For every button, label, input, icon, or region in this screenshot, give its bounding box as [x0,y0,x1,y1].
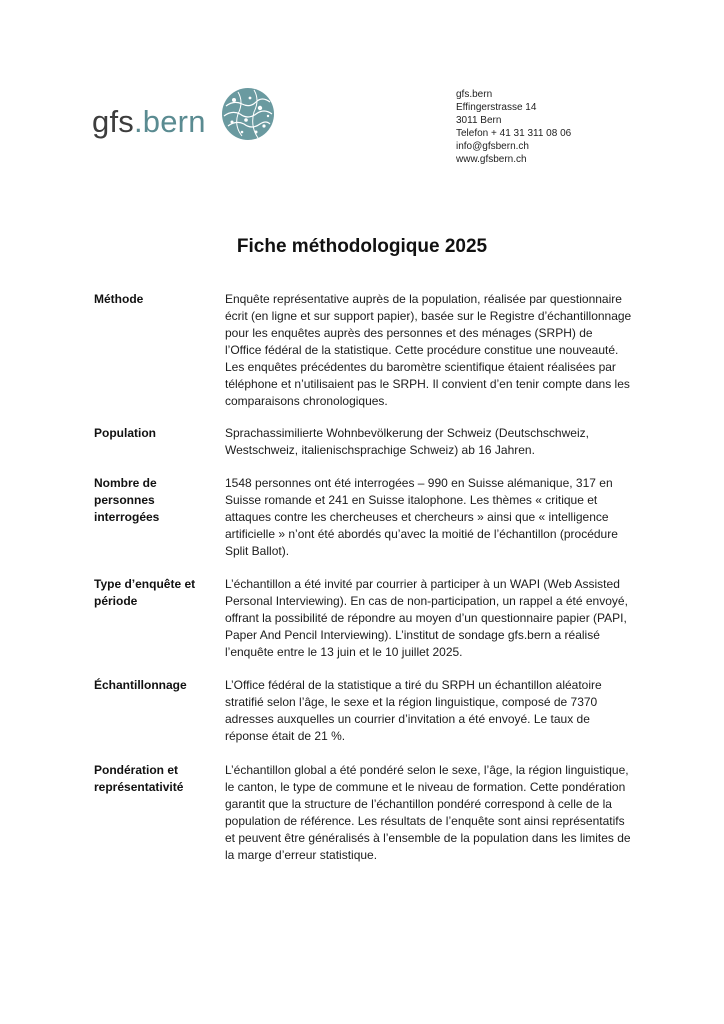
logo-dot: . [133,104,143,139]
section-text: 1548 personnes ont été interrogées – 990 en Suisse alémanique, 317 en Suisse romande et 241 en Suisse italophone. Les thèmes « critique et attaques contre les chercheuses et chercheurs » ainsi que « intelligence artificielle » n’ont été abordés qu’avec la moitié de l’échantillon (procédure Split Ballot). [225,476,618,558]
globe-logo-icon [220,86,276,142]
logo-word-bern: bern [142,104,206,139]
logo-wordmark [92,104,206,140]
gfs-bern-logo [92,86,292,146]
address-email[interactable]: info@gfsbern.ch [456,141,529,152]
address-website[interactable]: www.gfsbern.ch [456,154,527,165]
section-label: Méthode [94,292,144,306]
section-label: Échantillonnage [94,678,187,692]
address-company: gfs.bern [456,89,493,100]
address-block [456,88,571,166]
section-label: Type d’enquête et période [94,577,196,608]
section-text: Sprachassimilierte Wohnbevölkerung der Schweiz (Deutschschweiz, Westschweiz, italienischsprachige Schweiz) ab 16 Jahren. [225,426,589,457]
section-text: L’échantillon global a été pondéré selon le sexe, l’âge, la région linguistique, le canton, le type de commune et le niveau de formation. Cette pondération garantit que la structure de l’échantillon pondéré correspond à celle de la population de référence. Les résultats de l’enquête sont ainsi représentatifs et peuvent être généralisés à l’ensemble de la population dans les limites de la marge d’erreur statistique. [225,763,631,862]
section-label: Pondération et représentativité [94,763,184,794]
section-label: Population [94,426,156,440]
logo-word-gfs: gfs [92,104,134,139]
section-text: L’Office fédéral de la statistique a tiré du SRPH un échantillon aléatoire stratifié selon l’âge, le sexe et la région linguistique, composé de 7370 adresses auxquelles un courrier d’invitation a été envoyé. Le taux de réponse était de 21 %. [225,678,602,743]
address-street: Effingerstrasse 14 [456,102,537,113]
page-title: Fiche méthodologique 2025 [236,236,488,257]
address-city: 3011 Bern [456,115,502,126]
section-text: L’échantillon a été invité par courrier à participer à un WAPI (Web Assisted Personal Interviewing). En cas de non-participation, un rappel a été envoyé, offrant la possibilité de répondre au moyen d’un questionnaire papier (PAPI, Paper And Pencil Interviewing). L’institut de sondage gfs.bern a réalisé l’enquête entre le 13 juin et le 10 juillet 2025. [225,577,628,659]
section-label: Nombre de personnes interrogées [94,476,160,524]
address-phone: Telefon + 41 31 311 08 06 [456,128,572,139]
section-text: Enquête représentative auprès de la population, réalisée par questionnaire écrit (en ligne et sur support papier), basée sur le Registre d’échantillonnage pour les enquêtes auprès des personnes et des ménages (SRPH) de l’Office fédéral de la statistique. Cette procédure constitue une nouveauté. Les enquêtes précédentes du baromètre scientifique étaient réalisées par téléphone et n’utilisaient pas le SRPH. Il convient d’en tenir compte dans les comparaisons chronologiques. [225,292,632,408]
